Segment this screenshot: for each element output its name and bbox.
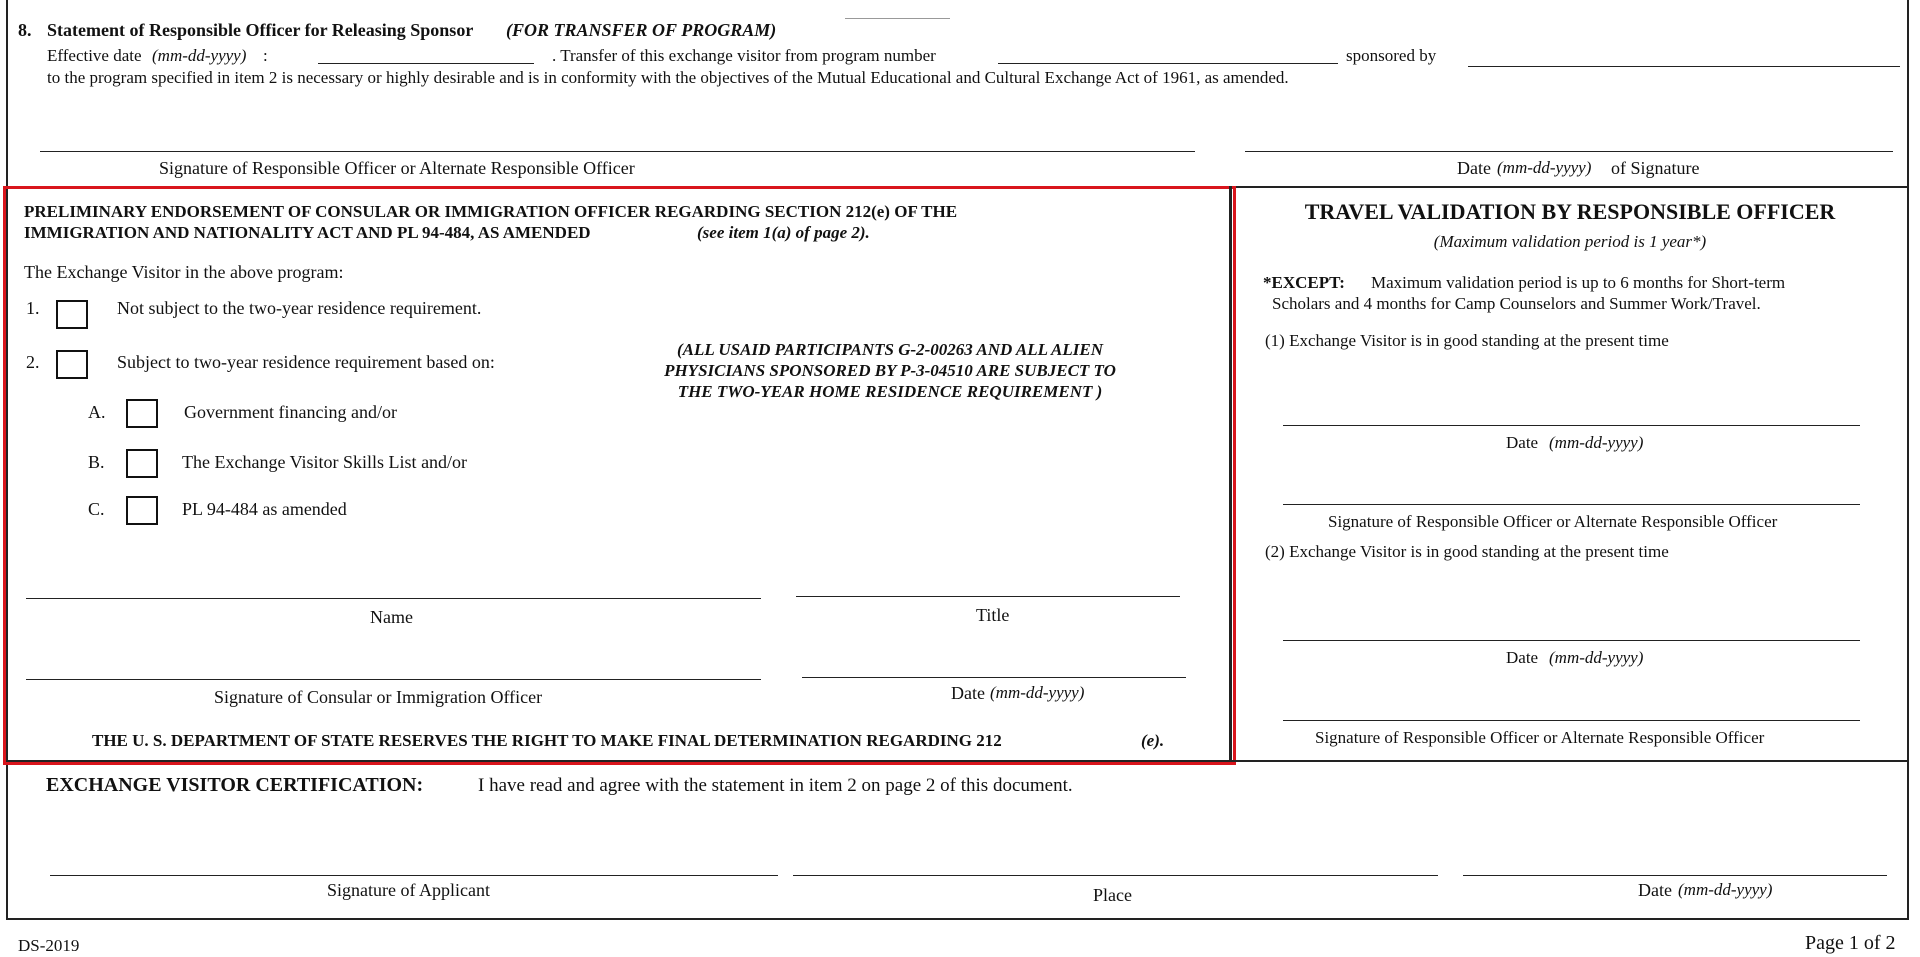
form-frame-bottom [6,918,1909,920]
place-label: Place [1093,885,1132,905]
consular-signature-label: Signature of Consular or Immigration Officer [214,687,543,707]
travel1-signature-label: Signature of Responsible Officer or Alternate Responsible Officer [1328,512,1778,531]
middle-bottom-rule [6,760,1909,762]
conformity-text: to the program specified in item 2 is necessary or highly desirable and is in conformity with the objectives of the Mutual Educational and Cultural Exchange Act of 1961, as amended. [47,68,1289,87]
travel-validation-subtitle: (Maximum validation period is 1 year*) [1433,232,1707,251]
travel-validation-title: TRAVEL VALIDATION BY RESPONSIBLE OFFICER [1304,199,1836,224]
subB-label: The Exchange Visitor Skills List and/or [182,452,468,472]
subA-letter: A. [88,402,106,422]
travel2-signature-label: Signature of Responsible Officer or Alternate Responsible Officer [1315,728,1765,747]
consular-date-format: (mm-dd-yyyy) [990,683,1085,702]
effective-date-format: (mm-dd-yyyy) [152,46,247,65]
section8-title-note: (FOR TRANSFER OF PROGRAM) [506,20,777,40]
option2-number: 2. [26,352,40,372]
except-label: *EXCEPT: [1263,273,1345,292]
certification-statement: I have read and agree with the statement in item 2 on page 2 of this document. [478,775,1073,796]
endorsement-intro: The Exchange Visitor in the above program: [24,262,344,282]
option2-checkbox[interactable] [56,350,88,379]
travel-item1: (1) Exchange Visitor is in good standing at the present time [1265,331,1669,350]
applicant-date-format: (mm-dd-yyyy) [1678,880,1773,899]
endorsement-right-rule [1229,186,1232,762]
except-line1: Maximum validation period is up to 6 months for Short-term [1371,273,1786,292]
travel2-date-format: (mm-dd-yyyy) [1549,648,1644,667]
sponsored-by-text: sponsored by [1346,46,1437,65]
subA-label: Government financing and/or [184,402,397,422]
section8-number: 8. [18,20,32,40]
applicant-date-field[interactable] [1463,875,1887,876]
consular-signature-field[interactable] [26,679,761,680]
usaid-note [580,339,1200,402]
name-field[interactable] [26,598,761,599]
section8-date-format: (mm-dd-yyyy) [1497,158,1592,177]
travel1-date-label: Date [1506,433,1539,452]
subA-checkbox[interactable] [126,399,158,428]
section8-signature-label: Signature of Responsible Officer or Alternate Responsible Officer [159,158,635,178]
travel2-signature-field[interactable] [1283,720,1860,721]
effective-date-colon: : [263,46,268,65]
title-label: Title [976,605,1010,625]
section8-of-signature: of Signature [1611,158,1700,178]
title-field[interactable] [796,596,1180,597]
top-stub-line [845,18,950,19]
sponsored-by-field[interactable] [1468,66,1900,67]
page-number: Page 1 of 2 [1805,932,1896,954]
usaid-note-line3: THE TWO-YEAR HOME RESIDENCE REQUIREMENT ) [677,382,1103,401]
section8-date-label: Date [1457,158,1491,178]
consular-date-label: Date [951,683,985,703]
travel2-date-label: Date [1506,648,1539,667]
option1-number: 1. [26,298,40,318]
except-line2: Scholars and 4 months for Camp Counselors and Summer Work/Travel. [1272,294,1761,313]
option2-label: Subject to two-year residence requirement based on: [117,352,495,372]
effective-date-label: Effective date [47,46,142,65]
name-label: Name [370,607,413,627]
subB-letter: B. [88,452,105,472]
applicant-signature-field[interactable] [50,875,778,876]
transfer-text: . Transfer of this exchange visitor from program number [552,46,936,65]
endorsement-heading-line2: IMMIGRATION AND NATIONALITY ACT AND PL 94-484, AS AMENDED [24,223,591,242]
program-number-field[interactable] [998,63,1338,64]
applicant-date-label: Date [1638,880,1672,900]
subB-checkbox[interactable] [126,449,158,478]
usaid-note-line2: PHYSICIANS SPONSORED BY P-3-04510 ARE SUBJECT TO [664,361,1116,380]
section8-title: Statement of Responsible Officer for Releasing Sponsor [47,20,474,40]
travel1-signature-field[interactable] [1283,504,1860,505]
dos-reserves-suffix: (e). [1141,731,1165,750]
applicant-signature-label: Signature of Applicant [327,880,490,900]
travel1-date-field[interactable] [1283,425,1860,426]
subC-letter: C. [88,499,105,519]
usaid-note-line1: (ALL USAID PARTICIPANTS G-2-00263 AND ALL ALIEN [677,340,1103,359]
dos-reserves-text: THE U. S. DEPARTMENT OF STATE RESERVES THE RIGHT TO MAKE FINAL DETERMINATION REGARDING 212 [92,731,1002,750]
endorsement-heading-line1: PRELIMINARY ENDORSEMENT OF CONSULAR OR IMMIGRATION OFFICER REGARDING SECTION 212(e) OF THE [24,202,958,221]
form-id: DS-2019 [18,936,80,955]
form-frame-right [1907,0,1909,920]
subC-checkbox[interactable] [126,496,158,525]
place-field[interactable] [793,875,1438,876]
travel-item2: (2) Exchange Visitor is in good standing at the present time [1265,542,1669,561]
section8-date-field[interactable] [1245,151,1893,152]
endorsement-heading-note: (see item 1(a) of page 2). [697,223,870,242]
option1-label: Not subject to the two-year residence requirement. [117,298,482,318]
travel1-date-format: (mm-dd-yyyy) [1549,433,1644,452]
section8-signature-field[interactable] [40,151,1195,152]
subC-label: PL 94-484 as amended [182,499,347,519]
certification-label: EXCHANGE VISITOR CERTIFICATION: [46,774,424,796]
consular-date-field[interactable] [802,677,1186,678]
travel2-date-field[interactable] [1283,640,1860,641]
effective-date-field[interactable] [318,63,534,64]
option1-checkbox[interactable] [56,300,88,329]
